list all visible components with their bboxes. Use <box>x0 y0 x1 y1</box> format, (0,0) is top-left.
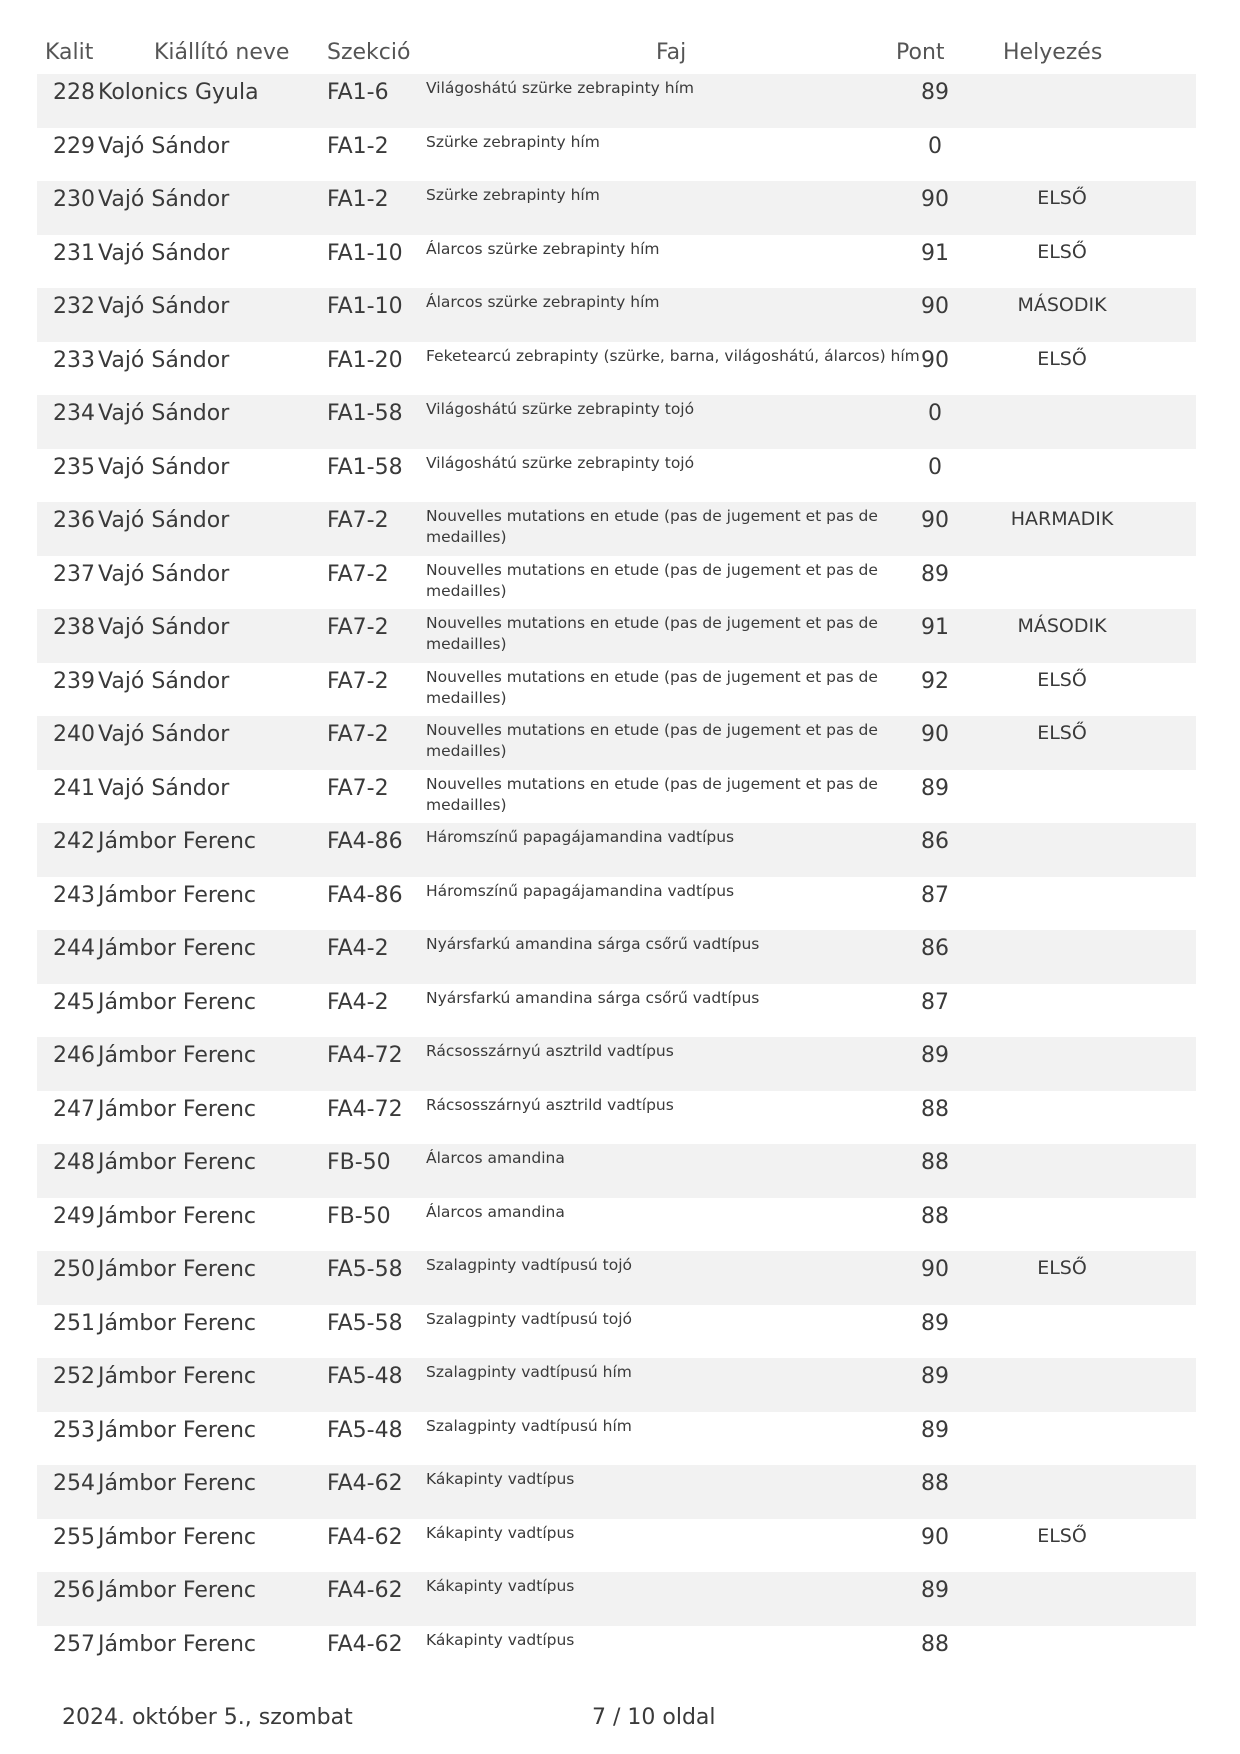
cell-helyezes: ELSŐ <box>1037 347 1087 370</box>
cell-kalit: 230 <box>53 187 95 212</box>
cell-helyezes: ELSŐ <box>1037 240 1087 263</box>
cell-kalit: 239 <box>53 668 95 694</box>
cell-faj: Nouvelles mutations en etude (pas de jugement et pas de medailles) <box>426 774 878 814</box>
cell-pont: 89 <box>921 775 949 801</box>
table-row <box>37 235 1196 289</box>
cell-helyezes: MÁSODIK <box>1017 615 1107 637</box>
cell-faj: Álarcos szürke zebrapinty hím <box>426 293 660 311</box>
cell-pont: 87 <box>921 989 949 1015</box>
cell-kalit: 231 <box>53 240 95 266</box>
cell-faj: Rácsosszárnyú asztrild vadtípus <box>426 1042 674 1060</box>
cell-szekcio: FA1-20 <box>327 347 403 373</box>
table-row <box>37 1572 1196 1626</box>
table-row <box>37 1305 1196 1359</box>
cell-szekcio: FA1-2 <box>327 187 389 212</box>
table-row <box>37 823 1196 877</box>
cell-kalit: 251 <box>53 1310 95 1336</box>
table-row <box>37 609 1196 663</box>
footer-date: 2024. október 5., szombat <box>62 1705 353 1730</box>
cell-name: Jámbor Ferenc <box>98 1417 256 1443</box>
table-header <box>0 36 1240 76</box>
cell-helyezes: HARMADIK <box>1010 508 1114 530</box>
cell-name: Vajó Sándor <box>98 775 230 801</box>
cell-faj: Nouvelles mutations en etude (pas de jugement et pas de medailles) <box>426 507 878 546</box>
cell-pont: 90 <box>921 508 949 533</box>
cell-name: Vajó Sándor <box>98 561 230 587</box>
cell-szekcio: FA1-58 <box>327 454 403 480</box>
cell-kalit: 254 <box>53 1471 95 1496</box>
cell-szekcio: FA5-48 <box>327 1364 403 1389</box>
cell-kalit: 257 <box>53 1631 95 1657</box>
cell-faj: Nouvelles mutations en etude (pas de jugement et pas de medailles) <box>426 560 878 600</box>
cell-szekcio: FA7-2 <box>327 775 389 801</box>
cell-helyezes: ELSŐ <box>1037 722 1087 744</box>
cell-pont: 90 <box>921 294 949 319</box>
cell-name: Jámbor Ferenc <box>98 1257 256 1282</box>
cell-faj: Szalagpinty vadtípusú tojó <box>426 1256 632 1274</box>
table-row <box>37 288 1196 342</box>
table-row <box>37 770 1196 824</box>
table-row <box>37 1358 1196 1412</box>
cell-pont: 89 <box>921 1578 949 1603</box>
cell-faj: Szürke zebrapinty hím <box>426 132 600 151</box>
cell-szekcio: FA4-86 <box>327 829 403 854</box>
cell-pont: 0 <box>928 454 942 480</box>
table-row <box>37 663 1196 717</box>
cell-kalit: 244 <box>53 936 95 961</box>
cell-szekcio: FA1-10 <box>327 294 403 319</box>
table-row <box>37 342 1196 396</box>
header-szekcio: Szekció <box>327 40 411 65</box>
table-row <box>37 716 1196 770</box>
cell-szekcio: FA5-48 <box>327 1417 403 1443</box>
cell-kalit: 252 <box>53 1364 95 1389</box>
cell-kalit: 255 <box>53 1524 95 1550</box>
table-row <box>37 1198 1196 1252</box>
cell-kalit: 241 <box>53 775 95 801</box>
cell-kalit: 229 <box>53 133 95 159</box>
header-faj: Faj <box>656 40 687 65</box>
cell-kalit: 228 <box>53 80 95 105</box>
cell-pont: 88 <box>921 1150 949 1175</box>
cell-kalit: 250 <box>53 1257 95 1282</box>
header-helyezes: Helyezés <box>1003 40 1103 65</box>
cell-pont: 91 <box>921 615 949 640</box>
cell-helyezes: MÁSODIK <box>1017 294 1107 316</box>
cell-pont: 90 <box>921 187 949 212</box>
cell-pont: 86 <box>921 829 949 854</box>
cell-name: Jámbor Ferenc <box>98 1096 256 1122</box>
header-name: Kiállító neve <box>154 40 290 65</box>
cell-name: Jámbor Ferenc <box>98 1043 256 1068</box>
cell-pont: 89 <box>921 1043 949 1068</box>
cell-name: Jámbor Ferenc <box>98 829 256 854</box>
cell-name: Vajó Sándor <box>98 454 230 480</box>
cell-kalit: 253 <box>53 1417 95 1443</box>
cell-name: Vajó Sándor <box>98 347 230 373</box>
cell-kalit: 232 <box>53 294 95 319</box>
cell-pont: 90 <box>921 347 949 373</box>
cell-name: Jámbor Ferenc <box>98 1203 256 1229</box>
table-row <box>37 556 1196 610</box>
cell-name: Jámbor Ferenc <box>98 936 256 961</box>
cell-faj: Szalagpinty vadtípusú hím <box>426 1416 632 1435</box>
cell-faj: Kákapinty vadtípus <box>426 1630 575 1649</box>
cell-faj: Álarcos amandina <box>426 1202 565 1221</box>
table-row <box>37 74 1196 128</box>
table-row <box>37 181 1196 235</box>
cell-name: Jámbor Ferenc <box>98 1364 256 1389</box>
table-row <box>37 877 1196 931</box>
cell-name: Jámbor Ferenc <box>98 1631 256 1657</box>
cell-faj: Nouvelles mutations en etude (pas de jugement et pas de medailles) <box>426 667 878 707</box>
cell-faj: Szalagpinty vadtípusú hím <box>426 1363 632 1381</box>
table-row <box>37 449 1196 503</box>
cell-szekcio: FB-50 <box>327 1150 391 1175</box>
table-row <box>37 502 1196 556</box>
cell-pont: 86 <box>921 936 949 961</box>
cell-faj: Világoshátú szürke zebrapinty tojó <box>426 400 695 418</box>
cell-kalit: 256 <box>53 1578 95 1603</box>
cell-name: Vajó Sándor <box>98 508 230 533</box>
cell-szekcio: FA7-2 <box>327 615 389 640</box>
cell-faj: Kákapinty vadtípus <box>426 1523 575 1542</box>
cell-faj: Feketearcú zebrapinty (szürke, barna, világoshátú, álarcos) hím <box>426 346 920 365</box>
cell-kalit: 234 <box>53 401 95 426</box>
cell-pont: 88 <box>921 1631 949 1657</box>
cell-faj: Álarcos szürke zebrapinty hím <box>426 239 660 258</box>
table-row <box>37 930 1196 984</box>
cell-szekcio: FA7-2 <box>327 561 389 587</box>
cell-pont: 88 <box>921 1471 949 1496</box>
cell-faj: Rácsosszárnyú asztrild vadtípus <box>426 1095 674 1114</box>
cell-szekcio: FB-50 <box>327 1203 391 1229</box>
cell-pont: 88 <box>921 1096 949 1122</box>
cell-pont: 88 <box>921 1203 949 1229</box>
cell-name: Vajó Sándor <box>98 722 230 747</box>
cell-szekcio: FA4-62 <box>327 1471 403 1496</box>
table-row <box>37 1519 1196 1573</box>
cell-helyezes: ELSŐ <box>1037 1257 1087 1279</box>
cell-pont: 87 <box>921 882 949 908</box>
table-row <box>37 1037 1196 1091</box>
cell-faj: Nyársfarkú amandina sárga csőrű vadtípus <box>426 935 760 953</box>
cell-szekcio: FA1-58 <box>327 401 403 426</box>
cell-szekcio: FA5-58 <box>327 1257 403 1282</box>
cell-szekcio: FA5-58 <box>327 1310 403 1336</box>
cell-kalit: 236 <box>53 508 95 533</box>
cell-faj: Világoshátú szürke zebrapinty hím <box>426 79 694 97</box>
footer-page-number: 7 / 10 oldal <box>592 1705 716 1730</box>
cell-faj: Világoshátú szürke zebrapinty tojó <box>426 453 695 472</box>
cell-pont: 92 <box>921 668 949 694</box>
cell-faj: Háromszínű papagájamandina vadtípus <box>426 828 735 846</box>
cell-pont: 90 <box>921 1257 949 1282</box>
cell-name: Vajó Sándor <box>98 401 230 426</box>
cell-name: Vajó Sándor <box>98 133 230 159</box>
table-row <box>37 1465 1196 1519</box>
cell-name: Vajó Sándor <box>98 668 230 694</box>
header-pont: Pont <box>896 40 945 65</box>
cell-name: Jámbor Ferenc <box>98 1471 256 1496</box>
cell-pont: 89 <box>921 80 949 105</box>
cell-szekcio: FA7-2 <box>327 508 389 533</box>
cell-name: Jámbor Ferenc <box>98 989 256 1015</box>
cell-name: Jámbor Ferenc <box>98 1150 256 1175</box>
cell-helyezes: ELSŐ <box>1037 668 1087 691</box>
cell-szekcio: FA4-62 <box>327 1578 403 1603</box>
results-table <box>37 74 1196 1679</box>
cell-pont: 89 <box>921 1364 949 1389</box>
table-row <box>37 1091 1196 1145</box>
cell-helyezes: ELSŐ <box>1037 187 1087 209</box>
cell-szekcio: FA4-72 <box>327 1096 403 1122</box>
cell-szekcio: FA4-2 <box>327 936 389 961</box>
cell-szekcio: FA4-2 <box>327 989 389 1015</box>
cell-szekcio: FA4-62 <box>327 1524 403 1550</box>
cell-faj: Kákapinty vadtípus <box>426 1577 575 1595</box>
cell-szekcio: FA4-62 <box>327 1631 403 1657</box>
cell-pont: 89 <box>921 561 949 587</box>
cell-szekcio: FA4-86 <box>327 882 403 908</box>
cell-szekcio: FA1-2 <box>327 133 389 159</box>
cell-szekcio: FA7-2 <box>327 722 389 747</box>
cell-pont: 91 <box>921 240 949 266</box>
cell-pont: 89 <box>921 1310 949 1336</box>
cell-name: Jámbor Ferenc <box>98 882 256 908</box>
cell-faj: Kákapinty vadtípus <box>426 1470 575 1488</box>
cell-szekcio: FA1-6 <box>327 80 389 105</box>
cell-name: Jámbor Ferenc <box>98 1524 256 1550</box>
cell-name: Jámbor Ferenc <box>98 1578 256 1603</box>
cell-pont: 90 <box>921 1524 949 1550</box>
header-kalit: Kalit <box>45 40 94 65</box>
cell-faj: Háromszínű papagájamandina vadtípus <box>426 881 735 900</box>
cell-szekcio: FA4-72 <box>327 1043 403 1068</box>
cell-name: Jámbor Ferenc <box>98 1310 256 1336</box>
cell-name: Vajó Sándor <box>98 615 230 640</box>
cell-faj: Nyársfarkú amandina sárga csőrű vadtípus <box>426 988 760 1007</box>
table-row <box>37 1626 1196 1680</box>
cell-kalit: 233 <box>53 347 95 373</box>
table-row <box>37 1144 1196 1198</box>
cell-kalit: 246 <box>53 1043 95 1068</box>
cell-faj: Szalagpinty vadtípusú tojó <box>426 1309 632 1328</box>
table-row <box>37 1412 1196 1466</box>
cell-faj: Álarcos amandina <box>426 1149 565 1167</box>
table-row <box>37 128 1196 182</box>
cell-szekcio: FA7-2 <box>327 668 389 694</box>
cell-kalit: 238 <box>53 615 95 640</box>
cell-kalit: 245 <box>53 989 95 1015</box>
cell-kalit: 247 <box>53 1096 95 1122</box>
cell-szekcio: FA1-10 <box>327 240 403 266</box>
cell-faj: Nouvelles mutations en etude (pas de jugement et pas de medailles) <box>426 614 878 653</box>
cell-name: Vajó Sándor <box>98 187 230 212</box>
cell-name: Vajó Sándor <box>98 294 230 319</box>
cell-kalit: 242 <box>53 829 95 854</box>
cell-name: Kolonics Gyula <box>98 80 259 105</box>
cell-kalit: 243 <box>53 882 95 908</box>
cell-pont: 90 <box>921 722 949 747</box>
cell-kalit: 240 <box>53 722 95 747</box>
cell-kalit: 235 <box>53 454 95 480</box>
cell-kalit: 248 <box>53 1150 95 1175</box>
cell-faj: Nouvelles mutations en etude (pas de jugement et pas de medailles) <box>426 721 878 760</box>
cell-pont: 0 <box>928 401 942 426</box>
table-row <box>37 395 1196 449</box>
table-row <box>37 1251 1196 1305</box>
cell-faj: Szürke zebrapinty hím <box>426 186 600 204</box>
cell-kalit: 249 <box>53 1203 95 1229</box>
cell-pont: 89 <box>921 1417 949 1443</box>
table-row <box>37 984 1196 1038</box>
cell-kalit: 237 <box>53 561 95 587</box>
cell-pont: 0 <box>928 133 942 159</box>
cell-helyezes: ELSŐ <box>1037 1524 1087 1547</box>
cell-name: Vajó Sándor <box>98 240 230 266</box>
